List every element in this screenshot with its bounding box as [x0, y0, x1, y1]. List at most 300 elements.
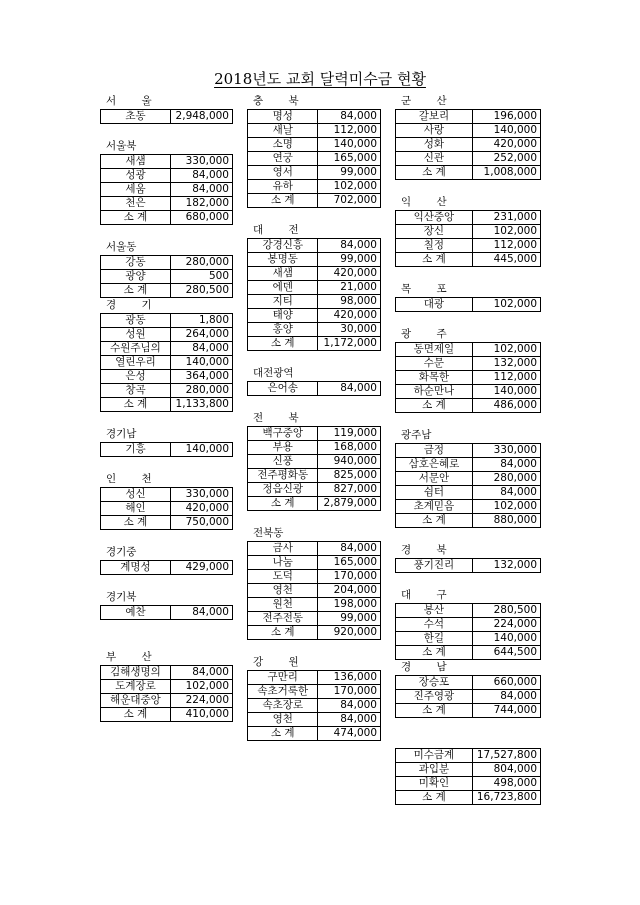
amount: 182,000 [170, 197, 232, 211]
table-row [248, 713, 381, 727]
page-title-text: 2018년도 교회 달력미수금 현황 [214, 70, 426, 88]
amount: 84,000 [318, 110, 381, 124]
spacer [247, 351, 381, 366]
amount: 224,000 [472, 618, 540, 632]
church-name: 소명 [248, 138, 318, 152]
region-label: 군 산 [401, 95, 458, 107]
church-name: 갈보리 [396, 110, 473, 124]
region-table [395, 675, 541, 718]
table-row [396, 632, 541, 646]
region-label: 경 북 [401, 544, 458, 556]
amount: 102,000 [472, 500, 540, 514]
region-table [100, 313, 233, 412]
spacer [395, 312, 541, 327]
amount: 280,000 [472, 472, 540, 486]
spacer [100, 225, 233, 240]
church-name: 초계믿음 [396, 500, 473, 514]
church-name: 미확인 [396, 777, 473, 791]
church-name: 소 계 [101, 516, 171, 530]
table-row [248, 124, 381, 138]
church-name: 소 계 [396, 514, 473, 528]
table-row [101, 110, 233, 124]
church-name: 소 계 [248, 626, 318, 640]
church-name: 은성 [101, 370, 171, 384]
amount: 224,000 [170, 694, 232, 708]
amount: 84,000 [472, 690, 540, 704]
region-label: 서울북 [106, 140, 137, 152]
table-row [101, 284, 233, 298]
church-name: 진주영광 [396, 690, 473, 704]
table-row [101, 384, 233, 398]
amount: 825,000 [318, 469, 381, 483]
church-name: 도계장로 [101, 680, 171, 694]
amount: 102,000 [472, 298, 540, 312]
amount: 99,000 [318, 253, 381, 267]
amount: 1,172,000 [318, 337, 381, 351]
church-name: 창곡 [101, 384, 171, 398]
church-name: 원천 [248, 598, 318, 612]
spacer [247, 640, 381, 655]
region-label: 경기북 [106, 591, 137, 603]
amount: 84,000 [318, 239, 381, 253]
region-label: 광 주 [401, 328, 458, 340]
amount: 750,000 [170, 516, 232, 530]
church-name: 기흥 [101, 443, 171, 457]
region-label: 목 포 [401, 283, 458, 295]
amount: 880,000 [472, 514, 540, 528]
region-label: 강 원 [253, 656, 310, 668]
table-row [101, 183, 233, 197]
table-row [101, 256, 233, 270]
amount: 280,000 [170, 256, 232, 270]
amount: 330,000 [170, 155, 232, 169]
table-row [396, 486, 541, 500]
amount: 84,000 [170, 606, 232, 620]
table-row [248, 382, 381, 396]
table-row [396, 385, 541, 399]
church-name: 풍기진리 [396, 559, 473, 573]
amount: 84,000 [170, 183, 232, 197]
region-table [247, 381, 381, 396]
region-table [395, 558, 541, 573]
table-row [101, 488, 233, 502]
amount: 474,000 [318, 727, 381, 741]
table-row [396, 444, 541, 458]
amount: 420,000 [472, 138, 540, 152]
spacer [395, 718, 541, 733]
region-label: 전 북 [253, 412, 310, 424]
table-row [396, 138, 541, 152]
amount: 119,000 [318, 427, 381, 441]
church-name: 백구중앙 [248, 427, 318, 441]
table-row [396, 514, 541, 528]
region-table [247, 426, 381, 511]
church-name: 성신 [101, 488, 171, 502]
region-label: 전북동 [253, 527, 284, 539]
amount: 2,948,000 [170, 110, 232, 124]
amount: 30,000 [318, 323, 381, 337]
amount: 940,000 [318, 455, 381, 469]
church-name: 유하 [248, 180, 318, 194]
church-name: 홍양 [248, 323, 318, 337]
table-row [248, 556, 381, 570]
spacer [395, 573, 541, 588]
table-row [101, 270, 233, 284]
table-row [396, 343, 541, 357]
table-row [396, 399, 541, 413]
region-table [395, 210, 541, 267]
region-table [247, 541, 381, 640]
amount: 84,000 [318, 542, 381, 556]
church-name: 칠정 [396, 239, 473, 253]
amount: 170,000 [318, 570, 381, 584]
region-label: 서 울 [106, 95, 163, 107]
spacer [100, 530, 233, 545]
amount: 429,000 [170, 561, 232, 575]
amount: 1,133,800 [170, 398, 232, 412]
table-row [101, 211, 233, 225]
spacer [395, 180, 541, 195]
spacer [100, 412, 233, 427]
table-row [248, 194, 381, 208]
table-row [101, 502, 233, 516]
church-name: 화목한 [396, 371, 473, 385]
table-row [396, 472, 541, 486]
amount: 702,000 [318, 194, 381, 208]
region-label: 경기중 [106, 546, 137, 558]
region-table [247, 109, 381, 208]
table-row [101, 155, 233, 169]
spacer [247, 511, 381, 526]
amount: 280,500 [170, 284, 232, 298]
amount: 330,000 [170, 488, 232, 502]
amount: 84,000 [472, 486, 540, 500]
spacer [247, 396, 381, 411]
region-table [395, 748, 541, 805]
church-name: 수석 [396, 618, 473, 632]
amount: 140,000 [472, 124, 540, 138]
church-name: 지티 [248, 295, 318, 309]
amount: 136,000 [318, 671, 381, 685]
region-label: 대 전 [253, 224, 310, 236]
amount: 102,000 [472, 343, 540, 357]
column-middle [247, 94, 381, 741]
church-name: 영서 [248, 166, 318, 180]
table-row [396, 704, 541, 718]
table-row [396, 604, 541, 618]
amount: 140,000 [170, 443, 232, 457]
region-label: 경 남 [401, 661, 458, 673]
amount: 99,000 [318, 612, 381, 626]
church-name: 예찬 [101, 606, 171, 620]
church-name: 은어송 [248, 382, 318, 396]
region-table [395, 342, 541, 413]
church-name: 해운대중앙 [101, 694, 171, 708]
church-name: 삼호은혜로 [396, 458, 473, 472]
church-name: 금사 [248, 542, 318, 556]
church-name: 과입분 [396, 763, 473, 777]
column-left [100, 94, 233, 722]
amount: 420,000 [170, 502, 232, 516]
amount: 140,000 [318, 138, 381, 152]
table-row [101, 398, 233, 412]
amount: 140,000 [472, 632, 540, 646]
region-table [100, 255, 233, 298]
church-name: 소 계 [396, 253, 473, 267]
table-row [396, 676, 541, 690]
church-name: 전주전동 [248, 612, 318, 626]
spacer [395, 528, 541, 543]
church-name: 신풍 [248, 455, 318, 469]
table-row [396, 618, 541, 632]
region-label: 인 천 [106, 473, 163, 485]
church-name: 성화 [396, 138, 473, 152]
church-name: 소 계 [396, 646, 473, 660]
table-row [396, 749, 541, 763]
amount: 2,879,000 [318, 497, 381, 511]
church-name: 세움 [101, 183, 171, 197]
church-name: 천은 [101, 197, 171, 211]
church-name: 명성 [248, 110, 318, 124]
church-name: 에덴 [248, 281, 318, 295]
table-row [248, 483, 381, 497]
region-table [247, 238, 381, 351]
region-label: 광주남 [401, 429, 432, 441]
table-row [248, 584, 381, 598]
church-name: 소 계 [101, 708, 171, 722]
church-name: 광동 [101, 314, 171, 328]
table-row [101, 328, 233, 342]
table-row [396, 211, 541, 225]
region-table [100, 154, 233, 225]
amount: 140,000 [472, 385, 540, 399]
church-name: 소 계 [396, 399, 473, 413]
church-name: 도덕 [248, 570, 318, 584]
table-row [248, 239, 381, 253]
church-name: 동면제일 [396, 343, 473, 357]
region-label: 충 북 [253, 95, 310, 107]
amount: 420,000 [318, 309, 381, 323]
church-name: 수원주님의 [101, 342, 171, 356]
amount: 644,500 [472, 646, 540, 660]
church-name: 새샘 [248, 267, 318, 281]
table-row [248, 626, 381, 640]
region-label: 경기남 [106, 428, 137, 440]
table-row [248, 295, 381, 309]
amount: 102,000 [318, 180, 381, 194]
table-row [248, 497, 381, 511]
church-name: 소 계 [396, 166, 473, 180]
church-name: 소 계 [248, 727, 318, 741]
church-name: 강경신흥 [248, 239, 318, 253]
spacer [100, 457, 233, 472]
amount: 140,000 [170, 356, 232, 370]
church-name: 장신 [396, 225, 473, 239]
spacer [247, 208, 381, 223]
table-row [396, 152, 541, 166]
table-row [396, 253, 541, 267]
region-table [395, 109, 541, 180]
table-row [396, 791, 541, 805]
table-row [396, 110, 541, 124]
table-row [248, 612, 381, 626]
church-name: 연궁 [248, 152, 318, 166]
amount: 500 [170, 270, 232, 284]
amount: 98,000 [318, 295, 381, 309]
table-row [248, 727, 381, 741]
table-row [396, 777, 541, 791]
region-table [395, 297, 541, 312]
amount: 102,000 [170, 680, 232, 694]
spacer [100, 575, 233, 590]
table-row [101, 356, 233, 370]
church-name: 한길 [396, 632, 473, 646]
region-table [395, 443, 541, 528]
table-row [248, 671, 381, 685]
amount: 660,000 [472, 676, 540, 690]
spacer [395, 267, 541, 282]
church-name: 강동 [101, 256, 171, 270]
church-name: 속초거룩한 [248, 685, 318, 699]
table-row [248, 469, 381, 483]
table-row [396, 763, 541, 777]
amount: 132,000 [472, 559, 540, 573]
amount: 84,000 [170, 342, 232, 356]
table-row [101, 694, 233, 708]
church-name: 계명성 [101, 561, 171, 575]
amount: 445,000 [472, 253, 540, 267]
amount: 165,000 [318, 556, 381, 570]
church-name: 하순만나 [396, 385, 473, 399]
table-row [248, 570, 381, 584]
church-name: 영천 [248, 584, 318, 598]
table-row [101, 443, 233, 457]
amount: 198,000 [318, 598, 381, 612]
table-row [101, 680, 233, 694]
table-row [248, 685, 381, 699]
table-row [101, 666, 233, 680]
amount: 804,000 [472, 763, 540, 777]
table-row [396, 500, 541, 514]
region-label: 부 산 [106, 651, 163, 663]
church-name: 소 계 [396, 704, 473, 718]
church-name: 봉산 [396, 604, 473, 618]
amount: 132,000 [472, 357, 540, 371]
church-name: 태양 [248, 309, 318, 323]
table-row [396, 239, 541, 253]
church-name: 소 계 [248, 497, 318, 511]
amount: 165,000 [318, 152, 381, 166]
church-name: 부용 [248, 441, 318, 455]
region-table [247, 670, 381, 741]
table-row [248, 337, 381, 351]
amount: 84,000 [472, 458, 540, 472]
amount: 84,000 [318, 699, 381, 713]
church-name: 나눔 [248, 556, 318, 570]
table-row [248, 281, 381, 295]
table-row [248, 180, 381, 194]
amount: 84,000 [318, 713, 381, 727]
table-row [248, 598, 381, 612]
region-label: 대전광역 [253, 367, 294, 379]
table-row [248, 253, 381, 267]
amount: 16,723,800 [472, 791, 540, 805]
church-name: 구만리 [248, 671, 318, 685]
amount: 364,000 [170, 370, 232, 384]
table-row [396, 124, 541, 138]
amount: 84,000 [170, 666, 232, 680]
region-label: 경 기 [106, 299, 163, 311]
table-row [248, 110, 381, 124]
amount: 280,500 [472, 604, 540, 618]
amount: 827,000 [318, 483, 381, 497]
region-label: 서울동 [106, 241, 137, 253]
table-row [248, 427, 381, 441]
table-row [396, 690, 541, 704]
amount: 280,000 [170, 384, 232, 398]
church-name: 새샘 [101, 155, 171, 169]
amount: 170,000 [318, 685, 381, 699]
amount: 112,000 [472, 371, 540, 385]
region-table [100, 665, 233, 722]
spacer [100, 635, 233, 650]
table-row [101, 516, 233, 530]
table-row [248, 699, 381, 713]
page-title [0, 68, 640, 89]
region-table [100, 487, 233, 530]
table-row [248, 455, 381, 469]
amount: 231,000 [472, 211, 540, 225]
amount: 744,000 [472, 704, 540, 718]
spacer [100, 620, 233, 635]
church-name: 봉명동 [248, 253, 318, 267]
church-name: 속초장로 [248, 699, 318, 713]
table-row [248, 323, 381, 337]
region-table [100, 605, 233, 620]
church-name: 금정 [396, 444, 473, 458]
church-name: 소 계 [101, 284, 171, 298]
region-label: 익 산 [401, 196, 458, 208]
region-table [100, 560, 233, 575]
amount: 264,000 [170, 328, 232, 342]
amount: 112,000 [318, 124, 381, 138]
church-name: 대광 [396, 298, 473, 312]
amount: 112,000 [472, 239, 540, 253]
church-name: 서문안 [396, 472, 473, 486]
table-row [248, 309, 381, 323]
table-row [248, 542, 381, 556]
amount: 84,000 [318, 382, 381, 396]
church-name: 영천 [248, 713, 318, 727]
church-name: 성광 [101, 169, 171, 183]
church-name: 미수금계 [396, 749, 473, 763]
church-name: 쉼터 [396, 486, 473, 500]
church-name: 초동 [101, 110, 171, 124]
church-name: 사랑 [396, 124, 473, 138]
region-table [395, 603, 541, 660]
region-label: 대 구 [401, 589, 458, 601]
amount: 920,000 [318, 626, 381, 640]
amount: 252,000 [472, 152, 540, 166]
table-row [101, 606, 233, 620]
table-row [396, 357, 541, 371]
amount: 102,000 [472, 225, 540, 239]
church-name: 소 계 [101, 211, 171, 225]
church-name: 신관 [396, 152, 473, 166]
spacer [395, 733, 541, 748]
table-row [396, 646, 541, 660]
church-name: 익산중앙 [396, 211, 473, 225]
